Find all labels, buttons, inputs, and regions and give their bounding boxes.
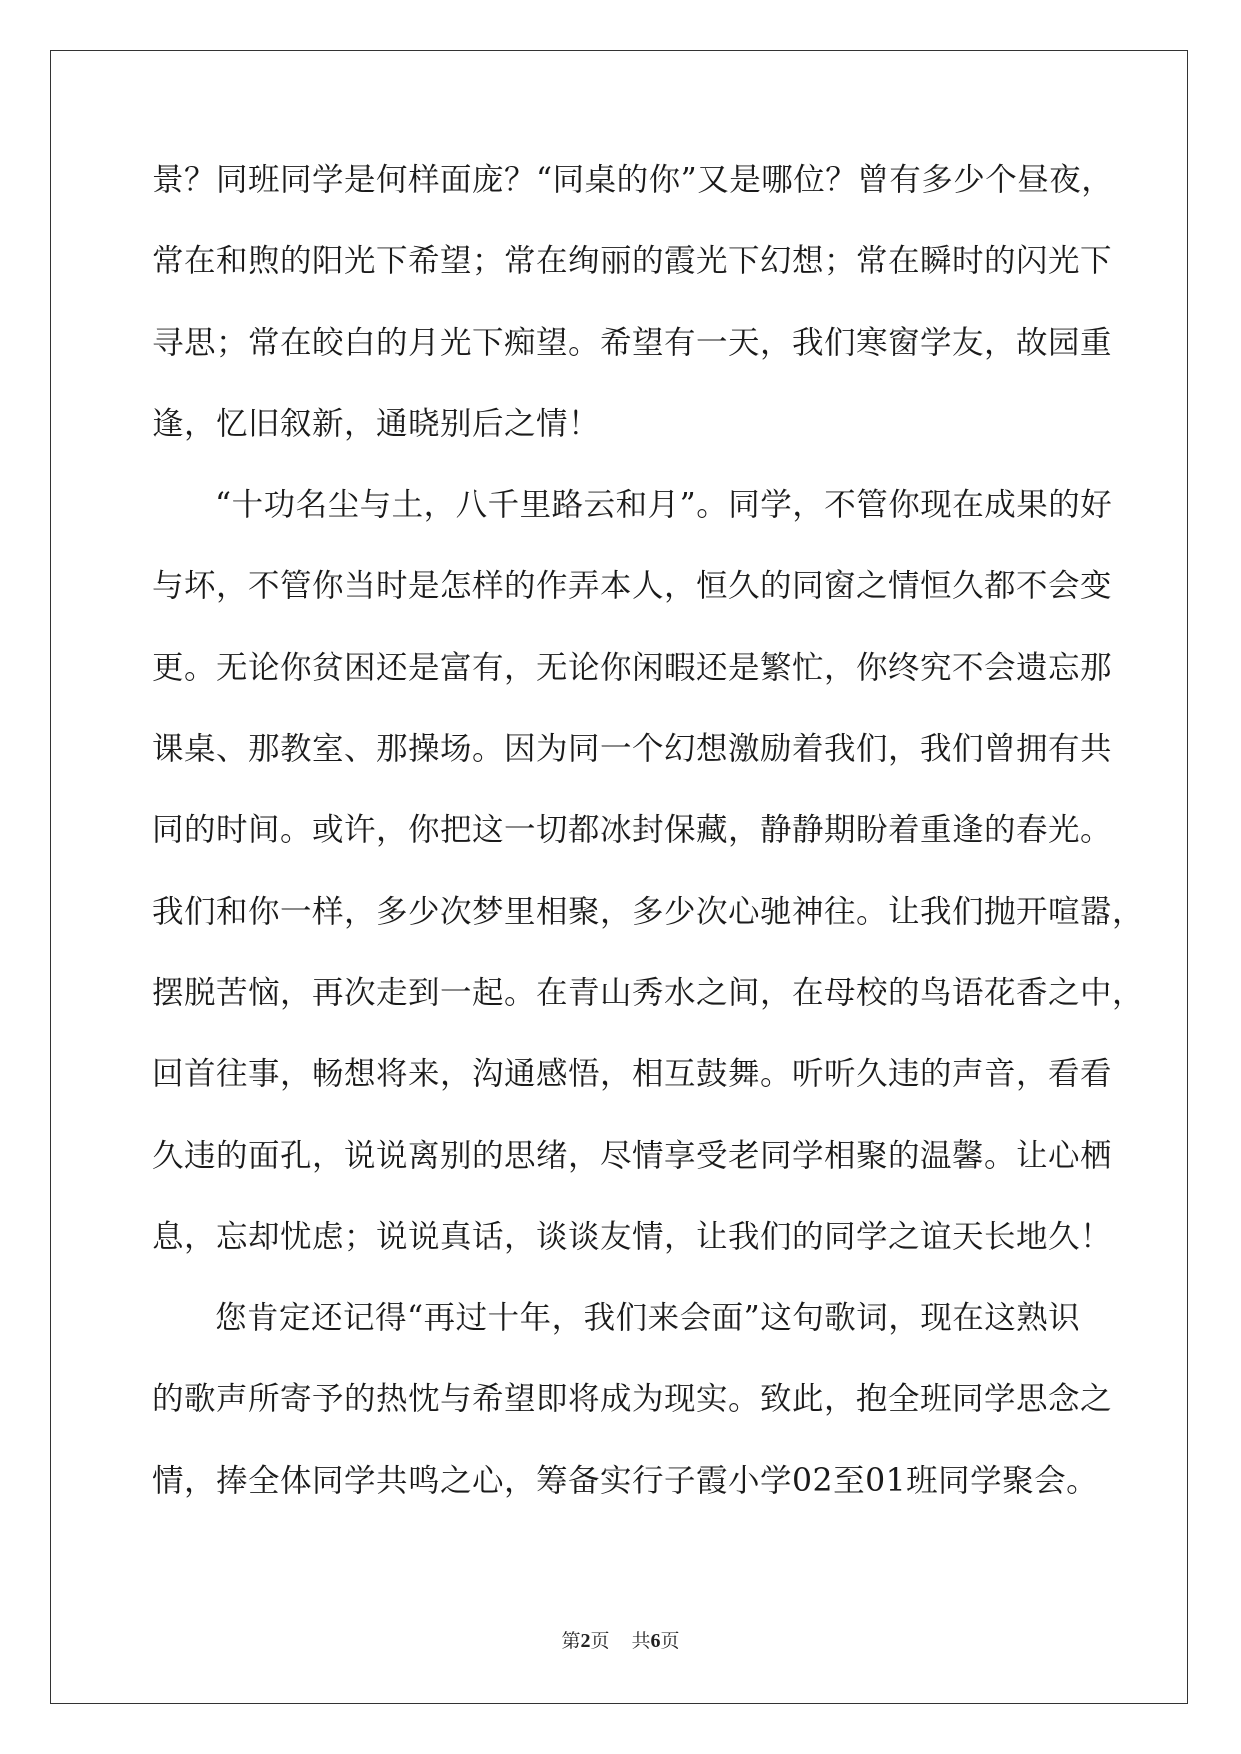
text-line: 的歌声所寄予的热忱与希望即将成为现实。致此，抱全班同学思念之 — [152, 1381, 1113, 1418]
paragraph-first-line: “十功名尘与土，八千里路云和月”。同学，不管你现在成果的好 — [215, 487, 1113, 524]
total-page-number: 6 — [650, 1630, 661, 1652]
text-line: 寻思；常在皎白的月光下痴望。希望有一天，我们寒窗学友，故园重 — [152, 324, 1113, 361]
text-line: 常在和煦的阳光下希望；常在绚丽的霞光下幻想；常在瞬时的闪光下 — [152, 243, 1113, 280]
current-page-number: 2 — [580, 1630, 591, 1652]
text-line: 与坏，不管你当时是怎样的作弄本人，恒久的同窗之情恒久都不会变 — [152, 568, 1113, 605]
text-line: 景？同班同学是何样面庞？“同桌的你”又是哪位？曾有多少个昼夜， — [152, 162, 1114, 198]
text-line: 久违的面孔，说说离别的思绪，尽情享受老同学相聚的温馨。让心栖 — [152, 1137, 1113, 1174]
text-line: 摆脱苦恼，再次走到一起。在青山秀水之间，在母校的鸟语花香之中， — [152, 974, 1145, 1011]
text-line: 回首往事，畅想将来，沟通感悟，相互鼓舞。听听久违的声音，看看 — [152, 1056, 1113, 1093]
paragraph-first-line: 您肯定还记得“再过十年，我们来会面”这句歌词，现在这熟识 — [215, 1300, 1081, 1337]
text-line: 情，捧全体同学共鸣之心，筹备实行子霞小学02至01班同学聚会。 — [152, 1462, 1099, 1499]
total-prefix: 共 — [631, 1630, 651, 1652]
text-line: 同的时间。或许，你把这一切都冰封保藏，静静期盼着重逢的春光。 — [152, 812, 1113, 849]
text-line: 逢，忆旧叙新，通晓别后之情！ — [152, 405, 601, 442]
text-line: 我们和你一样，多少次梦里相聚，多少次心驰神往。让我们抛开喧嚣， — [152, 893, 1145, 930]
page-footer — [0, 1629, 1241, 1653]
total-suffix: 页 — [660, 1630, 680, 1652]
text-line: 更。无论你贫困还是富有，无论你闲暇还是繁忙，你终究不会遗忘那 — [152, 649, 1113, 686]
page-prefix: 第 — [561, 1630, 581, 1652]
text-line: 息，忘却忧虑；说说真话，谈谈友情，让我们的同学之谊天长地久！ — [152, 1218, 1113, 1255]
document-body — [152, 158, 1145, 1540]
page-suffix: 页 — [590, 1630, 610, 1652]
text-line: 课桌、那教室、那操场。因为同一个幻想激励着我们，我们曾拥有共 — [152, 731, 1113, 768]
